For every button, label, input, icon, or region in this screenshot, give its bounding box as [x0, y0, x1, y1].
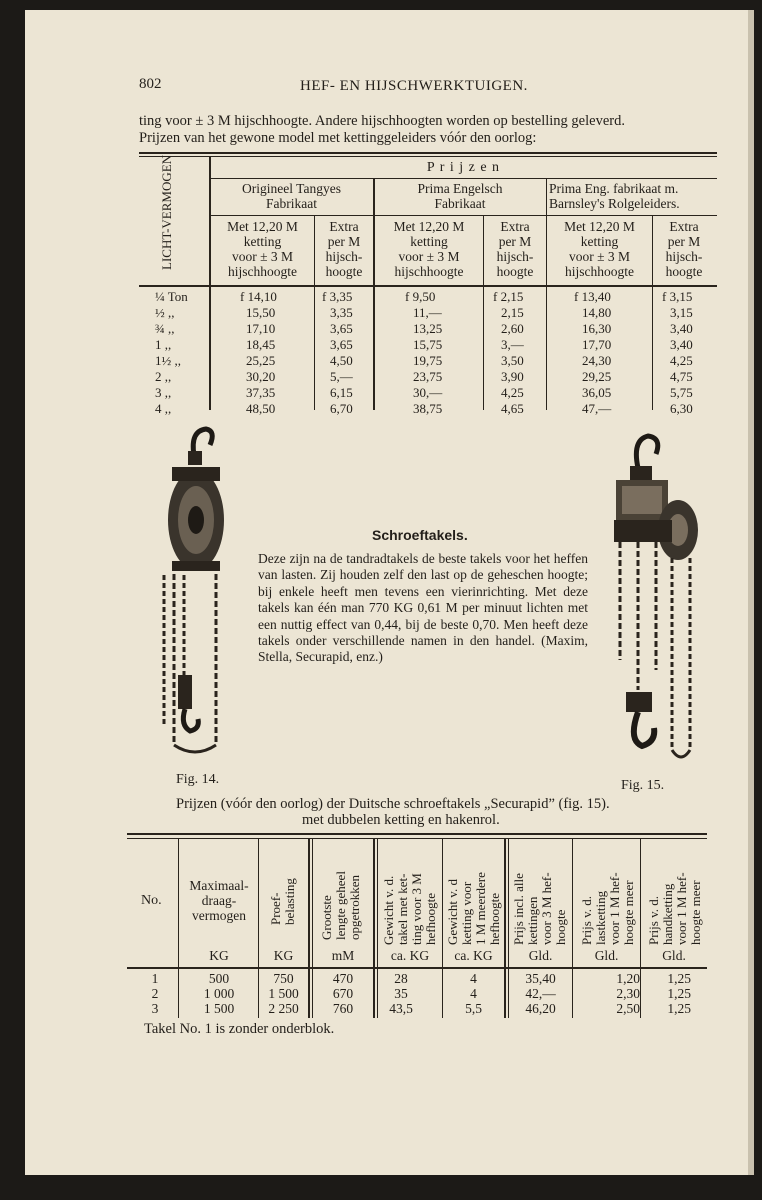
footnote: Takel No. 1 is zonder onderblok.	[144, 1021, 335, 1037]
col-hoist-weight: 28 35 43,5	[389, 971, 413, 1016]
page-edge	[748, 10, 754, 1175]
page-number: 802	[139, 76, 162, 92]
intro-line-2: Prijzen van het gewone model met kettinggeleiders vóór den oorlog:	[139, 130, 537, 146]
tangyes-extra-column: f 3,35 3,35 3,65 3,65 4,50 5,— 6,15 6,70	[322, 289, 353, 416]
chain-weight-header: Gewicht v. d ketting voor 1 M meerdere hefhoogte	[445, 872, 502, 945]
unit-max: KG	[209, 948, 229, 963]
engelsch-extra-column: f 2,15 2,15 2,60 3,— 3,50 3,90 4,25 4,65	[493, 289, 524, 416]
fig-15-label: Fig. 15.	[621, 778, 665, 793]
group-barnsley: Prima Eng. fabrikaat m. Barnsley's Rolgeleiders.	[549, 181, 680, 211]
sub-chain-3: Met 12,20 M ketting voor ± 3 M hijschhoogte	[564, 219, 635, 279]
engelsch-price-column: f 9,50 11,— 13,25 15,75 19,75 23,75 30,— 38,75	[405, 289, 443, 416]
chain-hoist-fig15-illustration	[598, 430, 710, 775]
col-proof: 750 1 500 2 250	[268, 971, 299, 1016]
intro-line-1: ting voor ± 3 M hijschhoogte. Andere hijschhoogten worden op bestelling geleverd.	[139, 113, 625, 129]
col-max: 500 1 000 1 500	[203, 971, 235, 1016]
col-length: 470 670 760	[332, 971, 354, 1016]
load-chain-price-header: Prijs v. d. lastketting voor 1 M hef- hoogte meer	[579, 872, 636, 945]
capacity-header: LICHT-VERMOGEN	[159, 154, 174, 270]
tangyes-price-column: f 14,10 15,50 17,10 18,45 25,25 30,20 37,35 48,50	[240, 289, 277, 416]
col-hand-chain-price: 1,25 1,25 1,25	[667, 971, 691, 1016]
prices-header: P r i j z e n	[426, 160, 501, 175]
col-chain-weight: 4 4 5,5	[465, 971, 482, 1016]
fig-14-label: Fig. 14.	[176, 772, 220, 787]
sub-chain-2: Met 12,20 M ketting voor ± 3 M hijschhoogte	[393, 219, 465, 279]
section-body: Deze zijn na de tandradtakels de beste takels voor het heffen van lasten. Zij houden zelf den last op de geheschen hoogte; bij enkele heeft men tevens een vierinrichting. Met deze takels kan één man 770 KG 0,61 M per minuut lichten met een nuttig effect van 0,44, bij de beste 0,70. Men heeft deze takels onder verschillende namen in den handel. (Maxim, Stella, Securapid, enz.)	[258, 551, 588, 665]
hoist-weight-header: Gewicht v. d. takel met ket- ting voor 3 M hefhoogte	[381, 873, 438, 945]
group-tangyes: Origineel Tangyes Fabrikaat	[242, 181, 341, 211]
total-price-header: Prijs incl. alle kettingen voor 3 M hef- hoogte	[511, 872, 568, 945]
unit-proof: KG	[273, 948, 294, 963]
capacity-column: ¼ Ton ½ ,, ¾ ,, 1 ,, 1½ ,, 2 ,, 3 ,, 4 ,,	[155, 289, 188, 416]
col-no: 1 2 3	[151, 971, 159, 1016]
barnsley-price-column: f 13,40 14,80 16,30 17,70 24,30 29,25 36,05 47,—	[574, 289, 612, 416]
section-title: Schroeftakels.	[372, 527, 468, 543]
unit-price-2: Gld.	[594, 948, 619, 963]
unit-hoist-weight: ca. KG	[390, 948, 430, 963]
hand-chain-price-header: Prijs v. d. handketting voor 1 M hef- hoogte meer	[646, 872, 703, 945]
caption-line-2: met dubbelen ketting en hakenrol.	[302, 812, 500, 828]
proof-load-header: Proef- belasting	[268, 878, 297, 925]
caption-line-1: Prijzen (vóór den oorlog) der Duitsche schroeftakels „Securapid” (fig. 15).	[176, 796, 610, 812]
no-header: No.	[141, 893, 162, 908]
max-length-header: Grootste lengte geheel opgetrokken	[319, 871, 362, 940]
sub-chain-1: Met 12,20 M ketting voor ± 3 M hijschhoogte	[227, 219, 298, 279]
col-load-chain-price: 1,20 2,30 2,50	[616, 971, 640, 1016]
barnsley-extra-column: f 3,15 3,15 3,40 3,40 4,25 4,75 5,75 6,30	[662, 289, 693, 416]
sub-extra-2: Extra per M hijsch- hoogte	[496, 219, 534, 279]
chain-hoist-fig14-illustration	[150, 425, 240, 760]
unit-price-1: Gld.	[528, 948, 553, 963]
unit-chain-weight: ca. KG	[454, 948, 493, 963]
sub-extra-1: Extra per M hijsch- hoogte	[325, 219, 363, 279]
col-total-price: 35,40 42,— 46,20	[525, 971, 556, 1016]
sub-extra-3: Extra per M hijsch- hoogte	[665, 219, 703, 279]
running-title: HEF- EN HIJSCHWERKTUIGEN.	[300, 78, 528, 94]
unit-price-3: Gld.	[662, 948, 686, 963]
max-capacity-header: Maximaal- draag- vermogen	[189, 878, 249, 923]
unit-length: mM	[331, 948, 355, 963]
group-engelsch: Prima Engelsch Fabrikaat	[417, 181, 503, 211]
